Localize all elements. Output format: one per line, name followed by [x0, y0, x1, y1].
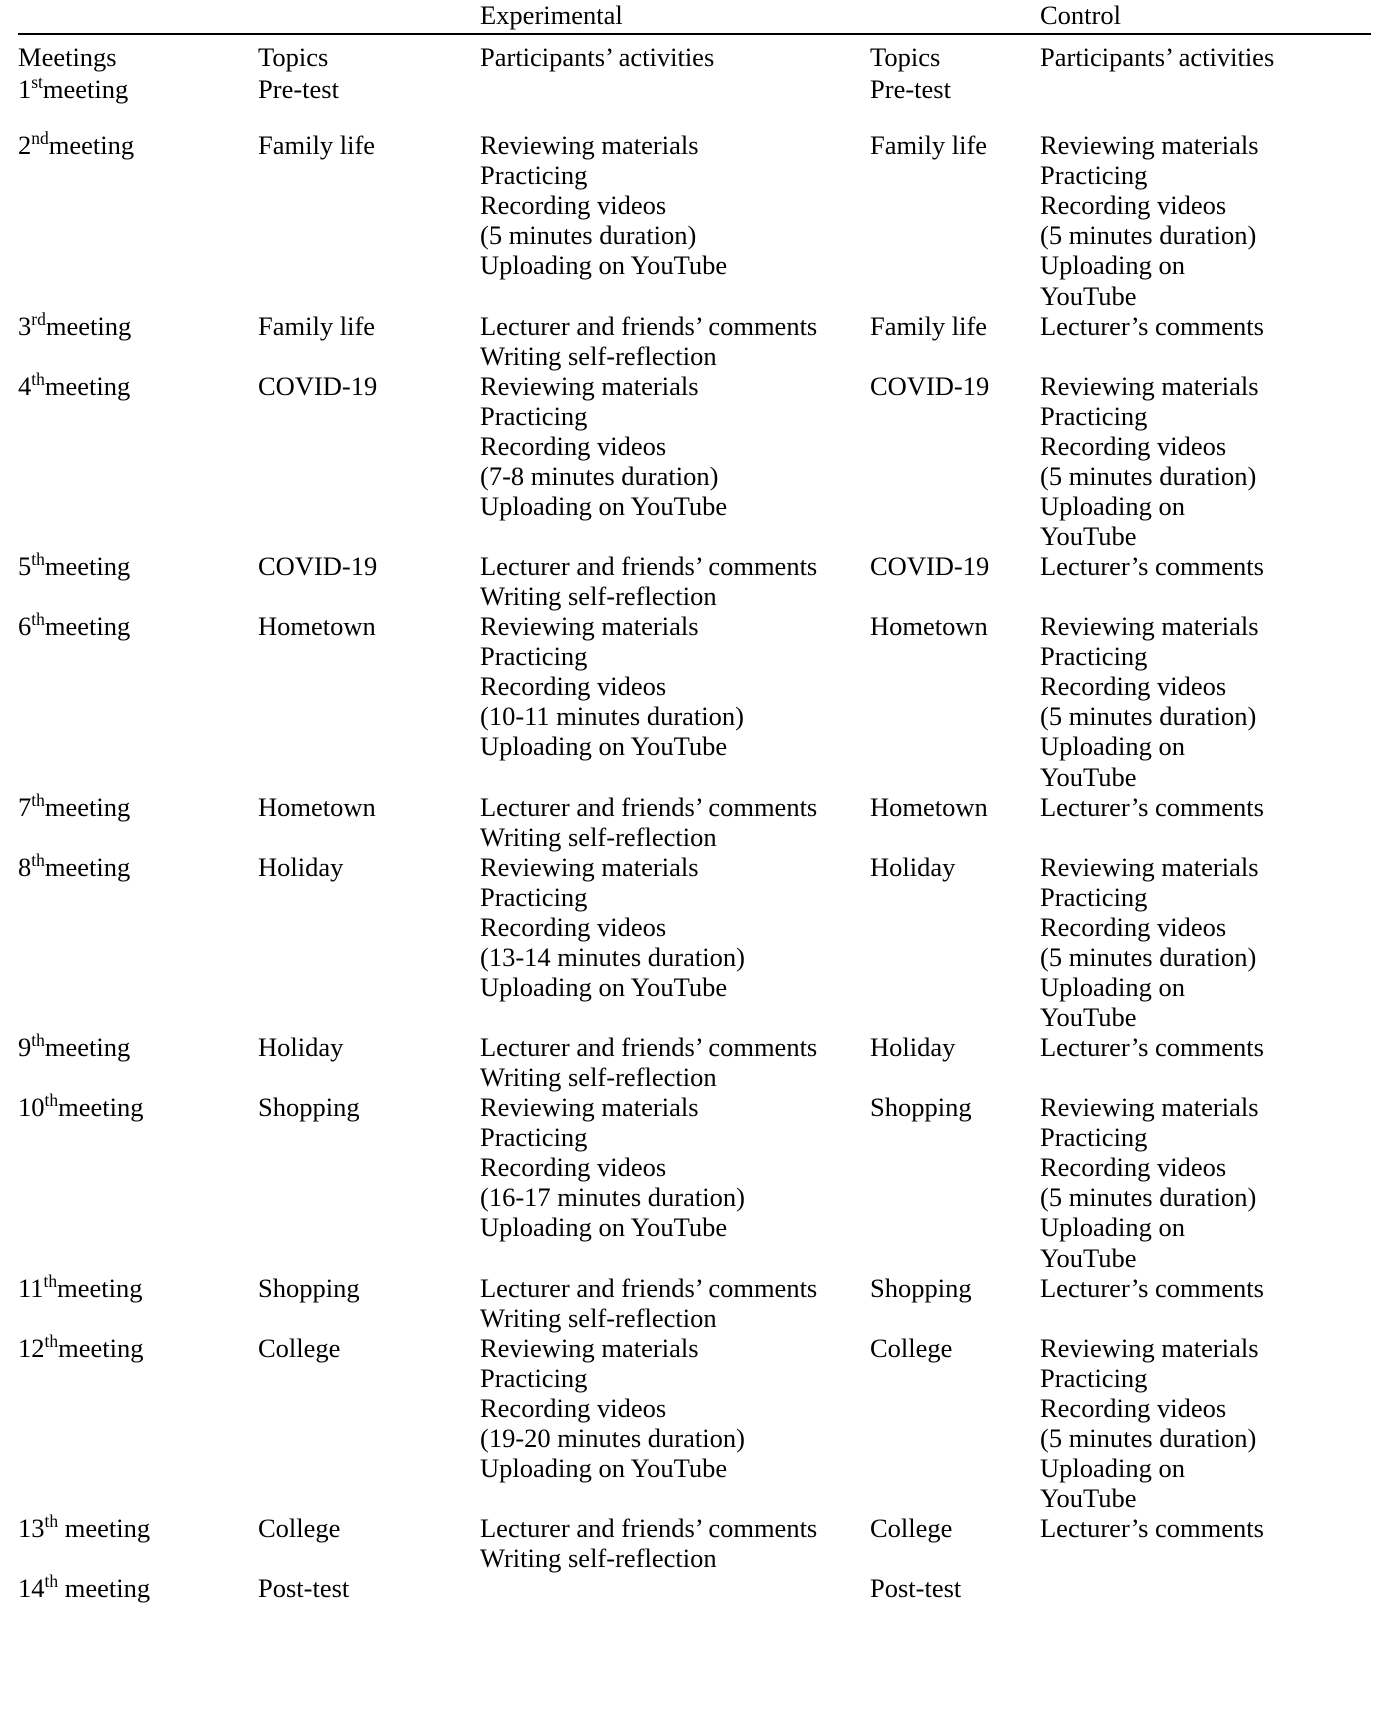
activity-item: Recording videos — [480, 1152, 667, 1183]
activities-control-list — [1040, 852, 1371, 1032]
activity-item: Reviewing materials — [480, 851, 699, 882]
topic-experimental-cell — [258, 371, 480, 551]
topic-control-label: Family life — [870, 130, 988, 161]
activity-item: Reviewing materials — [1040, 611, 1259, 642]
activity-item: Uploading on — [1040, 1212, 1185, 1243]
column-header-topics-experimental-label: Topics — [258, 42, 329, 73]
table-row — [18, 311, 1371, 371]
topic-control-cell — [870, 130, 1040, 310]
topic-experimental-cell — [258, 792, 480, 852]
topic-control-cell — [870, 611, 1040, 791]
topic-experimental-label: Family life — [258, 310, 376, 341]
topic-experimental-label: Holiday — [258, 1032, 344, 1063]
activity-item: Practicing — [1040, 400, 1148, 431]
group-header-row — [18, 0, 1371, 32]
activities-control-list — [1040, 311, 1371, 341]
activity-item: Reviewing materials — [1040, 851, 1259, 882]
activity-item: Uploading on — [1040, 731, 1185, 762]
group-header-experimental — [480, 0, 870, 32]
activity-item: Practicing — [480, 1122, 588, 1153]
activities-control-cell — [1040, 311, 1371, 371]
activity-item: YouTube — [1040, 761, 1137, 792]
activities-experimental-list — [480, 1092, 870, 1242]
meeting-word: meeting — [44, 370, 131, 401]
topic-experimental-cell — [258, 1092, 480, 1272]
meeting-ordinal-suffix: th — [31, 1030, 45, 1051]
meeting-label — [18, 849, 131, 882]
topic-experimental-label: Shopping — [258, 1092, 360, 1123]
column-header-activities-control — [1040, 35, 1371, 74]
topic-control-cell — [870, 1573, 1040, 1603]
meeting-ordinal-suffix: th — [44, 1511, 59, 1532]
topic-experimental-cell — [258, 1333, 480, 1513]
meeting-label — [18, 74, 128, 104]
activities-control-list — [1040, 1032, 1371, 1062]
activities-experimental-cell — [480, 1333, 870, 1513]
activity-item: Recording videos — [480, 190, 667, 221]
table-row — [18, 551, 1371, 611]
activities-experimental-cell — [480, 371, 870, 551]
table-row — [18, 371, 1371, 551]
topic-control-label: COVID-19 — [870, 551, 990, 582]
topic-control-label: Family life — [870, 310, 988, 341]
activities-experimental-list — [480, 1513, 870, 1573]
topic-control-cell — [870, 1273, 1040, 1333]
meeting-word: meeting — [58, 1513, 151, 1544]
activities-control-list — [1040, 611, 1371, 791]
activities-control-cell — [1040, 852, 1371, 1032]
meeting-label — [18, 1270, 143, 1303]
activities-control-list — [1040, 1513, 1371, 1543]
group-header-experimental-label: Experimental — [480, 0, 623, 30]
research-design-table — [18, 0, 1371, 1603]
topic-experimental-label: Holiday — [258, 851, 344, 882]
table-row — [18, 74, 1371, 104]
activity-item: Uploading on YouTube — [480, 490, 728, 521]
activity-item: Uploading on YouTube — [480, 1452, 728, 1483]
activity-item: Reviewing materials — [1040, 1092, 1259, 1123]
meeting-ordinal-suffix: th — [31, 368, 45, 389]
activity-item: YouTube — [1040, 280, 1137, 311]
activity-item: (5 minutes duration) — [1040, 941, 1257, 972]
activities-experimental-cell — [480, 1273, 870, 1333]
topic-experimental-label: COVID-19 — [258, 551, 378, 582]
meeting-label — [18, 1092, 143, 1122]
activity-item: Recording videos — [1040, 911, 1227, 942]
topic-experimental-cell — [258, 551, 480, 611]
table-body — [18, 0, 1371, 1603]
table-row — [18, 1092, 1371, 1272]
topic-experimental-label: Shopping — [258, 1272, 360, 1303]
topic-experimental-label: College — [258, 1513, 341, 1544]
activity-item: Practicing — [1040, 1362, 1148, 1393]
meeting-number: 6 — [18, 611, 32, 642]
activity-item: Lecturer and friends’ comments — [480, 791, 818, 822]
column-header-meetings-label: Meetings — [18, 42, 117, 73]
meeting-cell — [18, 1032, 258, 1092]
activities-experimental-list — [480, 792, 870, 852]
activity-item: Practicing — [1040, 160, 1148, 191]
activities-experimental-cell — [480, 1032, 870, 1092]
activities-experimental-cell — [480, 311, 870, 371]
topic-experimental-label: Hometown — [258, 611, 376, 642]
activity-item: Lecturer and friends’ comments — [480, 1513, 818, 1544]
activity-item: Reviewing materials — [1040, 1332, 1259, 1363]
meeting-cell — [18, 308, 258, 371]
meeting-ordinal-suffix: th — [44, 1571, 59, 1592]
column-header-activities-experimental-label: Participants’ activities — [480, 42, 715, 73]
activity-item: Writing self-reflection — [480, 1302, 717, 1333]
activity-item: Lecturer’s comments — [1040, 791, 1264, 822]
activity-item: Lecturer’s comments — [1040, 1272, 1264, 1303]
activities-experimental-list — [480, 611, 870, 761]
topic-control-label: Hometown — [870, 611, 988, 642]
activities-experimental-cell — [480, 130, 870, 310]
activity-item: Recording videos — [480, 1392, 667, 1423]
column-header-activities-experimental — [480, 35, 870, 74]
activity-item: Lecturer and friends’ comments — [480, 1032, 818, 1063]
meeting-cell — [18, 849, 258, 1032]
activity-item: Lecturer’s comments — [1040, 1513, 1264, 1544]
meeting-cell — [18, 130, 258, 310]
topic-control-cell — [870, 1333, 1040, 1513]
activity-item: Writing self-reflection — [480, 1543, 717, 1574]
activity-item: Writing self-reflection — [480, 1062, 717, 1093]
topic-control-cell — [870, 311, 1040, 371]
group-header-spacer-2 — [258, 0, 480, 32]
topic-control-cell — [870, 852, 1040, 1032]
activity-item: YouTube — [1040, 521, 1137, 551]
activity-item: Uploading on YouTube — [480, 731, 728, 762]
meeting-ordinal-suffix: st — [31, 72, 43, 93]
topic-control-cell — [870, 551, 1040, 611]
topic-experimental-cell — [258, 1573, 480, 1603]
activities-control-list — [1040, 130, 1371, 310]
meeting-number: 13 — [18, 1513, 45, 1544]
topic-control-label: Holiday — [870, 1032, 956, 1063]
table-row — [18, 852, 1371, 1032]
activities-control-cell — [1040, 611, 1371, 791]
activity-item: (5 minutes duration) — [1040, 701, 1257, 732]
row-spacer — [18, 104, 1371, 130]
meeting-cell — [18, 1330, 258, 1513]
meeting-ordinal-suffix: th — [44, 1330, 59, 1351]
activity-item: Writing self-reflection — [480, 581, 717, 612]
meeting-word: meeting — [58, 1332, 144, 1363]
meeting-word: meeting — [58, 1573, 151, 1604]
activity-item: (19-20 minutes duration) — [480, 1422, 745, 1453]
topic-control-label: Post-test — [870, 1573, 962, 1604]
topic-control-label: Shopping — [870, 1092, 972, 1123]
meeting-cell — [18, 1092, 258, 1272]
meeting-cell — [18, 1513, 258, 1573]
activity-item: Practicing — [1040, 881, 1148, 912]
activity-item: YouTube — [1040, 1002, 1137, 1032]
activities-experimental-list — [480, 130, 870, 280]
activities-experimental-cell — [480, 1092, 870, 1272]
activity-item: Recording videos — [1040, 671, 1227, 702]
activity-item: (5 minutes duration) — [1040, 460, 1257, 491]
meeting-label — [18, 611, 130, 641]
topic-control-cell — [870, 371, 1040, 551]
meeting-cell — [18, 1573, 258, 1603]
topic-experimental-label: Family life — [258, 130, 376, 161]
column-header-topics-control — [870, 35, 1040, 74]
meeting-ordinal-suffix: th — [44, 1090, 59, 1111]
meeting-number: 12 — [18, 1332, 45, 1363]
activity-item: (13-14 minutes duration) — [480, 941, 745, 972]
meeting-label — [18, 308, 132, 341]
activity-item: Recording videos — [1040, 430, 1227, 461]
meeting-word: meeting — [44, 791, 131, 822]
meeting-ordinal-suffix: th — [31, 849, 45, 870]
activities-control-list — [1040, 1273, 1371, 1303]
meeting-cell — [18, 1270, 258, 1333]
activities-control-cell — [1040, 551, 1371, 611]
activities-experimental-cell — [480, 551, 870, 611]
meeting-cell — [18, 789, 258, 852]
table-row — [18, 792, 1371, 852]
activities-experimental-list — [480, 311, 870, 371]
activity-item: Practicing — [480, 641, 588, 672]
meeting-number: 14 — [18, 1573, 45, 1604]
activities-experimental-cell — [480, 611, 870, 791]
activities-control-cell — [1040, 371, 1371, 551]
meeting-word: meeting — [42, 74, 129, 105]
activity-item: Practicing — [480, 881, 588, 912]
activity-item: Practicing — [1040, 1122, 1148, 1153]
table-row — [18, 1273, 1371, 1333]
meeting-label — [18, 1513, 150, 1543]
topic-experimental-cell — [258, 130, 480, 310]
activity-item: (5 minutes duration) — [1040, 1422, 1257, 1453]
activities-control-cell — [1040, 792, 1371, 852]
activities-control-cell — [1040, 1513, 1371, 1573]
activities-experimental-cell — [480, 74, 870, 104]
meeting-word: meeting — [57, 1272, 143, 1303]
topic-control-label: Holiday — [870, 851, 956, 882]
column-header-activities-control-label: Participants’ activities — [1040, 42, 1275, 73]
activity-item: Reviewing materials — [1040, 130, 1259, 161]
topic-experimental-label: Pre-test — [258, 74, 339, 105]
topic-control-label: Hometown — [870, 791, 988, 822]
column-header-meetings — [18, 35, 258, 74]
activities-control-list — [1040, 792, 1371, 822]
activities-experimental-list — [480, 551, 870, 611]
meeting-ordinal-suffix: th — [43, 1270, 58, 1291]
activity-item: (16-17 minutes duration) — [480, 1182, 745, 1213]
activity-item: Uploading on YouTube — [480, 971, 728, 1002]
table-row — [18, 130, 1371, 310]
activity-item: Uploading on — [1040, 1452, 1185, 1483]
table-row — [18, 1032, 1371, 1092]
activity-item: Lecturer’s comments — [1040, 1032, 1264, 1063]
group-header-control — [1040, 0, 1371, 32]
activity-item: (7-8 minutes duration) — [480, 460, 719, 491]
activity-item: Lecturer and friends’ comments — [480, 310, 818, 341]
meeting-word: meeting — [44, 551, 131, 582]
activity-item: (10-11 minutes duration) — [480, 701, 744, 732]
meeting-label — [18, 130, 134, 160]
activity-item: Recording videos — [1040, 1392, 1227, 1423]
group-header-spacer-3 — [870, 0, 1040, 32]
meeting-label — [18, 1330, 144, 1363]
topic-control-label: COVID-19 — [870, 370, 990, 401]
topic-control-label: Pre-test — [870, 74, 951, 105]
meeting-cell — [18, 368, 258, 551]
meeting-cell — [18, 551, 258, 611]
table-row — [18, 1333, 1371, 1513]
activity-item: Practicing — [480, 400, 588, 431]
activity-item: Uploading on — [1040, 490, 1185, 521]
topic-experimental-label: College — [258, 1332, 341, 1363]
meeting-number: 11 — [18, 1272, 44, 1303]
activity-item: YouTube — [1040, 1242, 1137, 1273]
meeting-word: meeting — [44, 851, 131, 882]
activity-item: Uploading on YouTube — [480, 250, 728, 281]
activity-item: Reviewing materials — [480, 611, 699, 642]
topic-control-label: Shopping — [870, 1272, 972, 1303]
meeting-label — [18, 789, 131, 822]
activities-experimental-list — [480, 1273, 870, 1333]
activities-control-cell — [1040, 1573, 1371, 1603]
activity-item: Recording videos — [480, 911, 667, 942]
row-spacer-cell — [18, 104, 1371, 130]
meeting-word: meeting — [58, 1092, 144, 1123]
meeting-number: 4 — [18, 370, 32, 401]
topic-control-cell — [870, 74, 1040, 104]
meeting-cell — [18, 74, 258, 104]
activity-item: Practicing — [480, 160, 588, 191]
activity-item: Reviewing materials — [480, 130, 699, 161]
activity-item: Lecturer and friends’ comments — [480, 1272, 818, 1303]
meeting-ordinal-suffix: th — [31, 789, 45, 810]
meeting-ordinal-suffix: rd — [31, 308, 46, 329]
activities-experimental-cell — [480, 1513, 870, 1573]
activity-item: Recording videos — [480, 671, 667, 702]
meeting-number: 2 — [18, 130, 32, 161]
topic-control-cell — [870, 792, 1040, 852]
activity-item: Recording videos — [1040, 190, 1227, 221]
topic-experimental-cell — [258, 1513, 480, 1573]
activity-item: Practicing — [1040, 641, 1148, 672]
topic-control-cell — [870, 1032, 1040, 1092]
table-row — [18, 1513, 1371, 1573]
activity-item: (5 minutes duration) — [1040, 1182, 1257, 1213]
activity-item: Uploading on YouTube — [480, 1212, 728, 1243]
activities-control-cell — [1040, 130, 1371, 310]
activity-item: Recording videos — [480, 430, 667, 461]
topic-control-cell — [870, 1092, 1040, 1272]
activities-experimental-cell — [480, 852, 870, 1032]
meeting-number: 5 — [18, 551, 32, 582]
topic-experimental-cell — [258, 1273, 480, 1333]
activities-control-list — [1040, 1092, 1371, 1272]
topic-experimental-cell — [258, 611, 480, 791]
activity-item: Reviewing materials — [480, 1092, 699, 1123]
meeting-number: 9 — [18, 1032, 32, 1063]
activities-control-list — [1040, 1333, 1371, 1513]
activity-item: Uploading on — [1040, 971, 1185, 1002]
activities-experimental-list — [480, 1032, 870, 1092]
meeting-ordinal-suffix: th — [31, 549, 45, 570]
group-header-control-label: Control — [1040, 0, 1121, 30]
activities-control-cell — [1040, 1273, 1371, 1333]
activity-item: Lecturer and friends’ comments — [480, 551, 818, 582]
topic-experimental-cell — [258, 311, 480, 371]
activities-control-list — [1040, 371, 1371, 551]
meeting-number: 3 — [18, 310, 32, 341]
meeting-number: 1 — [18, 74, 32, 105]
meeting-number: 10 — [18, 1092, 45, 1123]
activity-item: Practicing — [480, 1362, 588, 1393]
activities-control-cell — [1040, 1333, 1371, 1513]
topic-experimental-label: Hometown — [258, 791, 376, 822]
activity-item: Writing self-reflection — [480, 821, 717, 852]
topic-experimental-cell — [258, 1032, 480, 1092]
activity-item: Uploading on — [1040, 250, 1185, 281]
activity-item: Reviewing materials — [1040, 370, 1259, 401]
meeting-number: 7 — [18, 791, 32, 822]
group-header-spacer-1 — [18, 0, 258, 32]
activities-control-cell — [1040, 74, 1371, 104]
column-header-topics-experimental — [258, 35, 480, 74]
meeting-word: meeting — [44, 611, 131, 642]
activities-experimental-cell — [480, 1573, 870, 1603]
topic-experimental-cell — [258, 74, 480, 104]
activities-control-cell — [1040, 1032, 1371, 1092]
activities-control-cell — [1040, 1092, 1371, 1272]
activity-item: Reviewing materials — [480, 370, 699, 401]
activity-item: (5 minutes duration) — [480, 220, 697, 251]
activities-experimental-cell — [480, 792, 870, 852]
activity-item: Recording videos — [1040, 1152, 1227, 1183]
activities-experimental-list — [480, 852, 870, 1002]
column-header-row — [18, 35, 1371, 74]
meeting-label — [18, 1032, 130, 1062]
activity-item: Lecturer’s comments — [1040, 310, 1264, 341]
activity-item: Writing self-reflection — [480, 340, 717, 371]
activities-experimental-list — [480, 371, 870, 521]
topic-control-label: College — [870, 1513, 953, 1544]
table-row — [18, 1573, 1371, 1603]
meeting-cell — [18, 611, 258, 791]
table-row — [18, 611, 1371, 791]
meeting-label — [18, 1573, 150, 1603]
meeting-label — [18, 551, 130, 581]
topic-experimental-label: Post-test — [258, 1573, 350, 1604]
topic-control-cell — [870, 1513, 1040, 1573]
meeting-word: meeting — [48, 130, 135, 161]
activity-item: YouTube — [1040, 1483, 1137, 1513]
meeting-word: meeting — [45, 310, 132, 341]
meeting-label — [18, 368, 131, 401]
activities-control-list — [1040, 551, 1371, 581]
meeting-word: meeting — [44, 1032, 131, 1063]
meeting-number: 8 — [18, 851, 32, 882]
meeting-ordinal-suffix: nd — [31, 128, 49, 149]
activity-item: Reviewing materials — [480, 1332, 699, 1363]
activity-item: (5 minutes duration) — [1040, 220, 1257, 251]
topic-experimental-cell — [258, 852, 480, 1032]
meeting-ordinal-suffix: th — [31, 609, 45, 630]
activities-experimental-list — [480, 1333, 870, 1483]
activity-item: Lecturer’s comments — [1040, 551, 1264, 582]
column-header-topics-control-label: Topics — [870, 42, 941, 73]
topic-experimental-label: COVID-19 — [258, 370, 378, 401]
topic-control-label: College — [870, 1332, 953, 1363]
